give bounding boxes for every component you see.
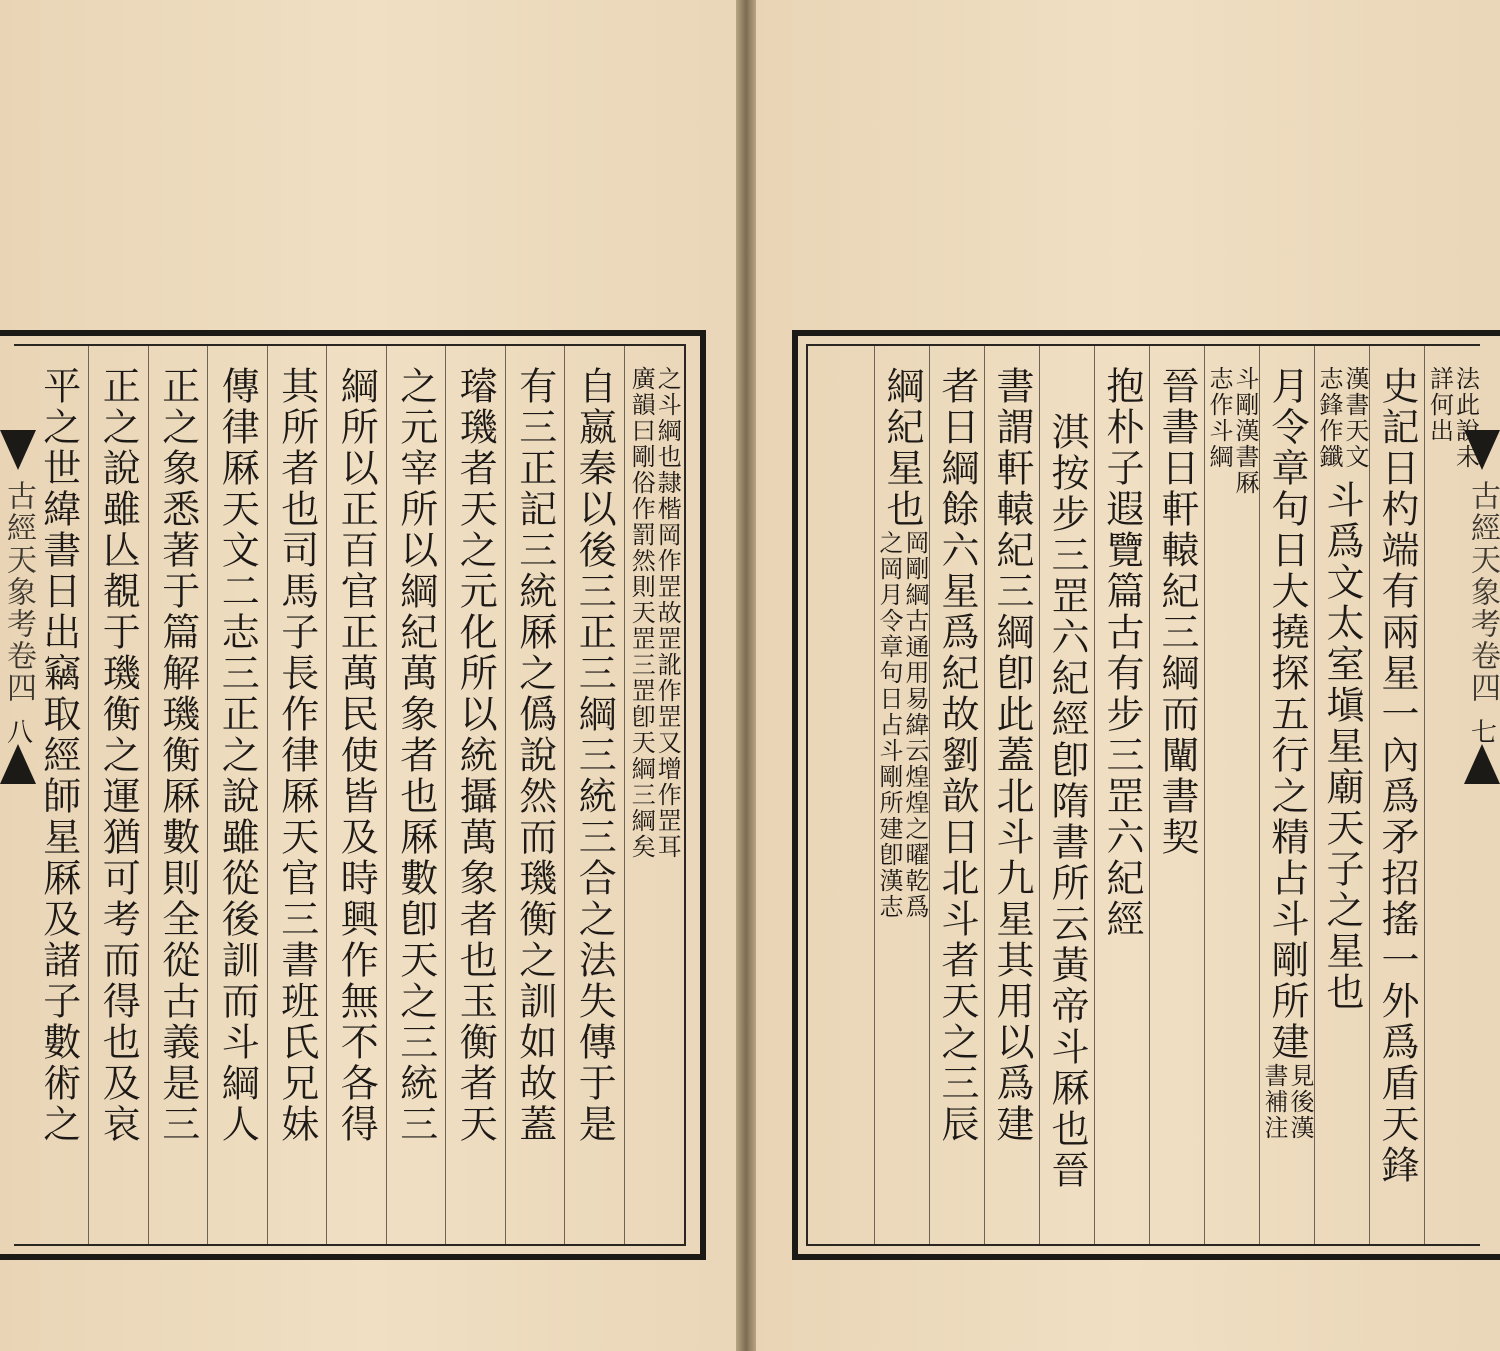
fish-tail-mark xyxy=(0,744,36,784)
main-text: 正之象悉著于篇解璣衡厤數則全從古義是三 xyxy=(155,366,200,1145)
text-column xyxy=(930,346,985,1244)
book-gutter xyxy=(736,0,756,1351)
left-page-columns xyxy=(14,346,684,1244)
double-line-note xyxy=(1315,366,1369,470)
fish-tail-mark xyxy=(0,430,36,470)
main-text: 平之世緯書日出竊取經師星厤及諸子數術之 xyxy=(36,366,81,1145)
right-page-frame xyxy=(792,330,1500,1260)
left-fold-margin xyxy=(0,430,36,1070)
main-text: 之元宰所以綱紀萬象者也厤數卽天之三統三 xyxy=(393,366,438,1145)
text-column xyxy=(875,346,930,1244)
note-line: 見後漢 xyxy=(1286,1063,1314,1141)
text-column xyxy=(327,346,387,1244)
text-column xyxy=(565,346,625,1244)
text-column xyxy=(506,346,566,1244)
double-line-note xyxy=(1260,1063,1314,1141)
text-column xyxy=(1370,346,1425,1244)
blank-column xyxy=(820,346,875,1244)
main-text: 其所者也司馬子長作律厤天官三書班氏兄妹 xyxy=(274,366,319,1145)
main-text: 璿璣者天之元化所以統攝萬象者也玉衡者天 xyxy=(453,366,498,1145)
note-line: 志作斗綱 xyxy=(1205,366,1233,470)
text-column xyxy=(208,346,268,1244)
text-column xyxy=(1260,346,1315,1244)
main-text: 史記日杓端有兩星一內爲矛招搖一外爲盾天鋒 xyxy=(1375,366,1419,1186)
right-page-columns xyxy=(808,346,1480,1244)
double-line-note xyxy=(875,530,929,920)
text-column xyxy=(625,346,685,1244)
main-text: 綱紀星也 xyxy=(880,366,924,530)
text-column xyxy=(1315,346,1370,1244)
note-line: 之斗綱也隷楷岡作罡故罡訛作罡又增作罡耳 xyxy=(653,366,682,860)
left-page-frame xyxy=(0,330,706,1260)
text-column xyxy=(1150,346,1205,1244)
main-text: 有三正記三統厤之僞說然而璣衡之訓如故蓋 xyxy=(512,366,557,1145)
main-text: 綱所以正百官正萬民使皆及時興作無不各得 xyxy=(334,366,379,1145)
text-column xyxy=(30,346,90,1244)
fish-tail-mark xyxy=(1464,430,1500,470)
main-text: 書謂軒轅紀三綱卽此蓋北斗九星其用以爲建 xyxy=(990,366,1034,1145)
note-line: 書補注 xyxy=(1260,1063,1288,1141)
main-text: 淇按步三罡六紀經卽隋書所云黃帝斗厤也晉 xyxy=(1045,412,1089,1191)
note-line: 志鋒作鑯 xyxy=(1315,366,1343,470)
right-page-inner-border xyxy=(806,344,1480,1246)
spine-title: 古經天象考卷四 xyxy=(1465,480,1500,704)
double-line-note xyxy=(625,366,685,860)
text-column xyxy=(149,346,209,1244)
text-column xyxy=(268,346,328,1244)
main-text: 月令章句日大撓探五行之精占斗剛所建 xyxy=(1265,366,1309,1063)
folio-number: 七 xyxy=(1466,718,1497,744)
folio-number: 八 xyxy=(2,718,33,744)
text-column xyxy=(985,346,1040,1244)
note-line: 廣韻曰剛俗作罰然則天罡三罡卽天綱三綱矣 xyxy=(627,366,656,860)
main-text: 自嬴秦以後三正三綱三統三合之法失傳于是 xyxy=(572,366,617,1145)
text-column xyxy=(446,346,506,1244)
text-column xyxy=(89,346,149,1244)
right-fold-margin xyxy=(1464,430,1500,1070)
text-column xyxy=(1040,346,1095,1244)
double-line-note xyxy=(1205,366,1259,496)
note-line: 斗剛漢書厤 xyxy=(1231,366,1259,496)
spine-title: 古經天象考卷四 xyxy=(1,480,36,704)
main-text: 抱朴子遐覽篇古有步三罡六紀經 xyxy=(1100,366,1144,940)
main-text: 斗爲文太室塡星廟天子之星也 xyxy=(1320,480,1364,1013)
text-column xyxy=(1095,346,1150,1244)
note-line: 漢書天文 xyxy=(1341,366,1369,470)
note-line: 法此說未 xyxy=(1451,366,1480,470)
note-line: 詳何出 xyxy=(1425,366,1454,444)
text-column xyxy=(1205,346,1260,1244)
note-line: 之岡月令章句日占斗剛所建卽漢志 xyxy=(875,530,903,920)
main-text: 正之說雖亾覩于璣衡之運猶可考而得也及哀 xyxy=(96,366,141,1145)
text-column xyxy=(387,346,447,1244)
note-line: 岡剛綱古通用易緯云煌煌之曜乾爲 xyxy=(901,530,929,920)
fish-tail-mark xyxy=(1464,744,1500,784)
left-page-inner-border xyxy=(14,344,686,1246)
main-text: 晉書日軒轅紀三綱而闡書契 xyxy=(1155,366,1199,858)
main-text: 傳律厤天文二志三正之說雖從後訓而斗綱人 xyxy=(215,366,260,1145)
main-text: 者日綱餘六星爲紀故劉歆日北斗者天之三辰 xyxy=(935,366,979,1145)
